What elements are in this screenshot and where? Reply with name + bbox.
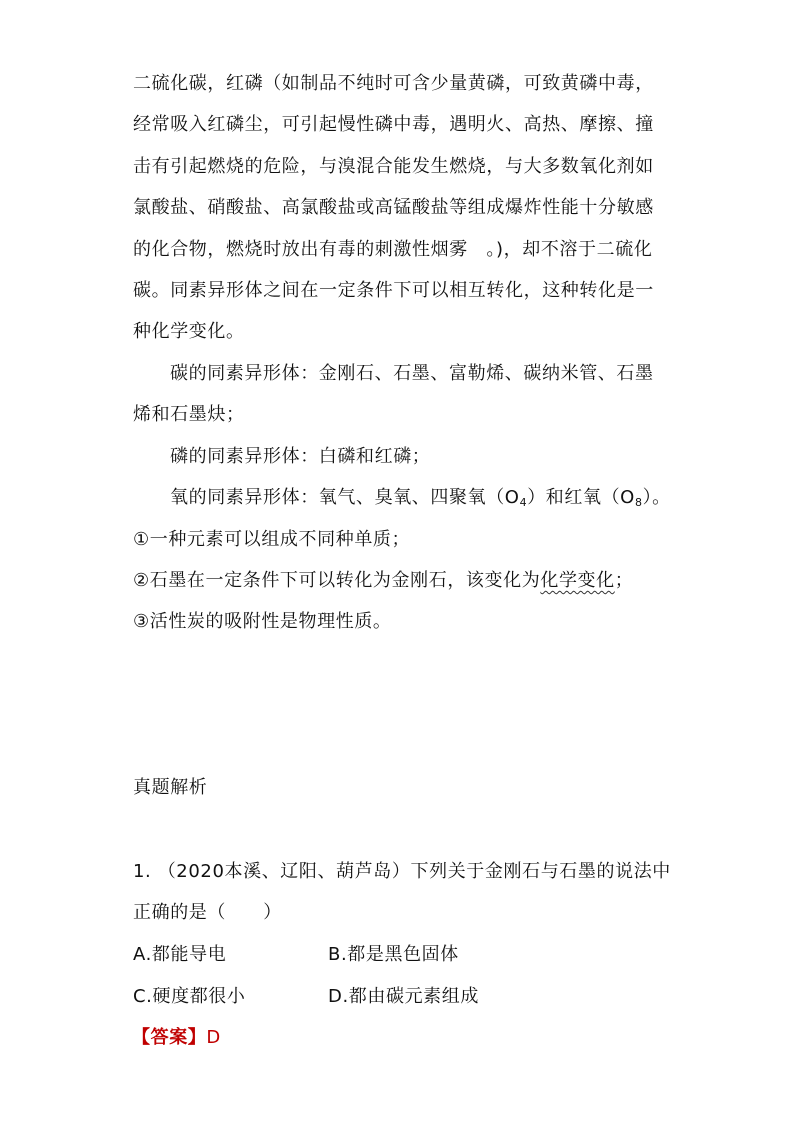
oxygen-suffix: ）。: [642, 487, 671, 508]
paragraph-line: 经常吸入红磷尘，可引起慢性磷中毒，遇明火、高热、摩擦、撞: [133, 114, 654, 135]
paragraph-line: 氯酸盐、硝酸盐、高氯酸盐或高锰酸盐等组成爆炸性能十分敏感: [133, 197, 654, 218]
point-1: ①一种元素可以组成不同种单质；: [133, 529, 411, 550]
point-3: ③活性炭的吸附性是物理性质。: [133, 611, 392, 632]
subscript-4: 4: [519, 496, 528, 509]
answer-line: [132, 1027, 221, 1049]
section-title: 真题解析: [133, 777, 208, 798]
oxygen-allotropes-line: [170, 487, 671, 509]
subscript-8: 8: [634, 496, 643, 509]
carbon-allotropes-line-cont: 烯和石墨炔；: [133, 404, 245, 425]
paragraph-line: 种化学变化。: [133, 321, 245, 342]
paragraph-line: 的化合物，燃烧时放出有毒的刺激性烟雾 。)，却不溶于二硫化: [133, 239, 653, 260]
paragraph-line: 碳。同素异形体之间在一定条件下可以相互转化，这种转化是一: [133, 280, 654, 301]
paragraph-line: 击有引起燃烧的危险，与溴混合能发生燃烧，与大多数氧化剂如: [133, 156, 654, 177]
answer-label: 【答案】: [132, 1027, 207, 1048]
point-2-suffix: ；: [614, 570, 634, 591]
point-2-emphasis: 化学变化: [540, 570, 615, 591]
paragraph-line: 二硫化碳，红磷（如制品不纯时可含少量黄磷，可致黄磷中毒，: [133, 73, 654, 94]
point-2-prefix: ②石墨在一定条件下可以转化为金刚石，该变化为: [133, 570, 541, 591]
question-stem-cont: 正确的是（ ）: [133, 902, 282, 923]
carbon-allotropes-line: 碳的同素异形体：金刚石、石墨、富勒烯、碳纳米管、石墨: [170, 363, 654, 384]
answer-value: D: [206, 1027, 221, 1048]
option-b: B.都是黑色固体: [328, 944, 459, 965]
question-stem: 1. （2020本溪、辽阳、葫芦岛）下列关于金刚石与石墨的说法中: [133, 861, 671, 882]
point-2: [133, 570, 633, 592]
oxygen-mid: ）和红氧（O: [527, 487, 635, 508]
option-c: C.硬度都很小: [133, 986, 246, 1007]
phosphorus-allotropes-line: 磷的同素异形体：白磷和红磷；: [170, 446, 431, 467]
option-a: A.都能导电: [133, 944, 227, 965]
oxygen-prefix: 氧的同素异形体：氧气、臭氧、四聚氧（O: [170, 487, 520, 508]
option-d: D.都由碳元素组成: [328, 986, 479, 1007]
